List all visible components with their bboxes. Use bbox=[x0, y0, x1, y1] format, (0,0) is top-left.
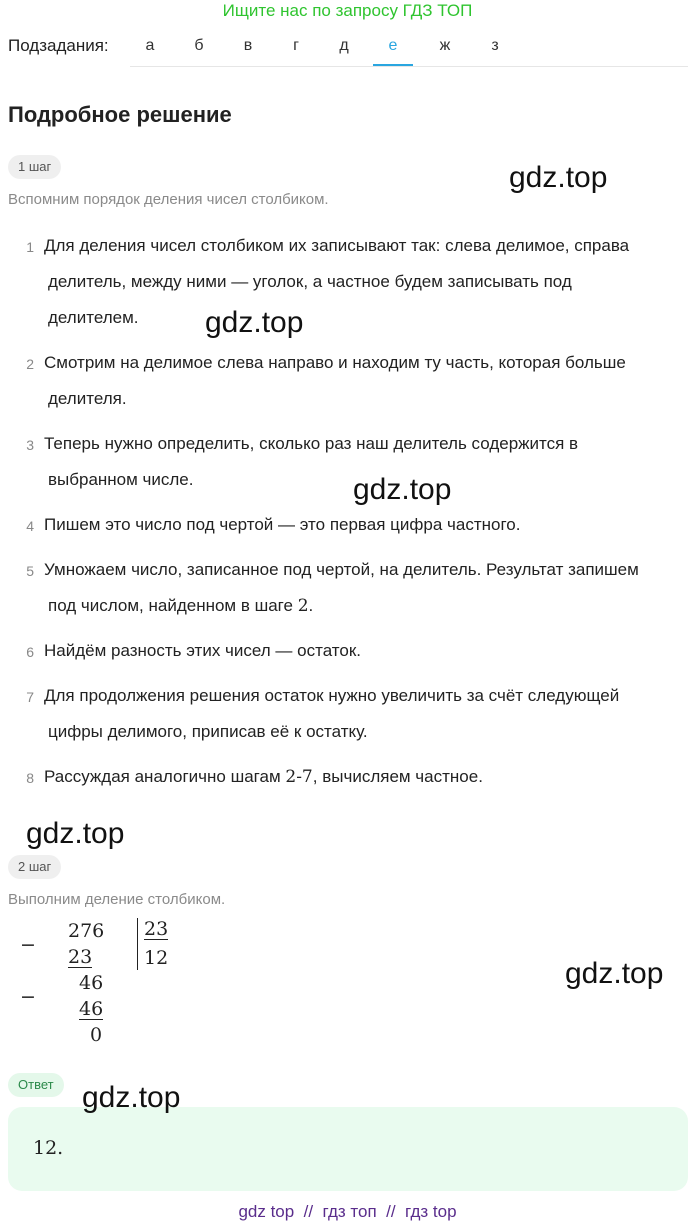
list-item bbox=[44, 678, 689, 750]
watermark: gdz.top bbox=[353, 473, 452, 506]
search-hint-banner: Ищите нас по запросу ГДЗ ТОП bbox=[222, 1, 473, 20]
subtasks-label: Подзадания: bbox=[8, 36, 109, 55]
step-2-badge: 2 шаг bbox=[8, 855, 61, 879]
tab-v[interactable]: в bbox=[243, 37, 253, 54]
list-item-line: выбранном числе. bbox=[48, 470, 194, 489]
list-item-line: делитель, между ними — уголок, а частное будем записывать под bbox=[48, 272, 572, 291]
solution-title: Подробное решение bbox=[8, 102, 232, 127]
list-item-number: 2 bbox=[26, 356, 34, 372]
list-item-line: цифры делимого, приписав её к остатку. bbox=[48, 722, 368, 741]
list-item-line: Для деления чисел столбиком их записывают так: слева делимое, справа bbox=[44, 236, 630, 255]
answer-value: 12. bbox=[33, 1137, 64, 1159]
list-item-line: Для продолжения решения остаток нужно увеличить за счёт следующей bbox=[44, 686, 620, 705]
list-item-line bbox=[44, 759, 689, 795]
divisor: 23 bbox=[144, 918, 169, 940]
step-1-badge: 1 шаг bbox=[8, 155, 61, 179]
list-item-line: делителя. bbox=[48, 389, 127, 408]
remainder-1: 46 bbox=[79, 972, 104, 994]
tab-z[interactable]: з bbox=[491, 37, 499, 54]
list-item bbox=[44, 228, 689, 336]
long-division bbox=[0, 915, 200, 1050]
subtrahend-2: 46 bbox=[79, 998, 104, 1020]
watermark: gdz.top bbox=[509, 161, 608, 194]
list-item-number: 6 bbox=[26, 644, 34, 660]
list-item-line: Пишем это число под чертой — это первая цифра частного. bbox=[44, 515, 521, 534]
tab-d[interactable]: д bbox=[339, 37, 349, 54]
list-item-number: 8 bbox=[26, 770, 34, 786]
list-item bbox=[44, 345, 689, 417]
list-item bbox=[44, 552, 689, 624]
list-item-line: Теперь нужно определить, сколько раз наш делитель содержится в bbox=[44, 434, 579, 453]
tab-g[interactable]: г bbox=[293, 37, 299, 54]
text-run: . bbox=[308, 596, 314, 615]
math-number: 2 bbox=[297, 596, 309, 616]
list-item-number: 4 bbox=[26, 518, 34, 534]
list-item-line: делителем. bbox=[48, 308, 139, 327]
watermark: gdz.top bbox=[205, 306, 304, 339]
text-run: под числом, найденном в шаге bbox=[48, 596, 298, 615]
subtrahend-1: 23 bbox=[68, 946, 93, 968]
list-item-number: 3 bbox=[26, 437, 34, 453]
list-item bbox=[44, 759, 689, 795]
division-bracket bbox=[137, 918, 138, 970]
quotient: 12 bbox=[144, 947, 169, 969]
footer-links: gdz top // гдз топ // гдз top bbox=[238, 1202, 457, 1221]
answer-box bbox=[8, 1107, 688, 1191]
text-run: , вычисляем частное. bbox=[312, 767, 483, 786]
list-item-number: 1 bbox=[26, 239, 34, 255]
math-range: 2-7 bbox=[285, 767, 313, 787]
minus-sign: − bbox=[20, 934, 36, 956]
list-item-number: 7 bbox=[26, 689, 34, 705]
text-run: Рассуждая аналогично шагам bbox=[44, 767, 286, 786]
list-item bbox=[44, 633, 689, 669]
step-1-intro: Вспомним порядок деления чисел столбиком. bbox=[8, 191, 329, 208]
list-item-line: Смотрим на делимое слева направо и находим ту часть, которая больше bbox=[44, 353, 626, 372]
tab-a[interactable]: а bbox=[145, 37, 155, 54]
dividend: 276 bbox=[68, 920, 105, 942]
remainder-2: 0 bbox=[90, 1024, 103, 1046]
answer-badge: Ответ bbox=[8, 1073, 64, 1097]
list-item-line: Найдём разность этих чисел — остаток. bbox=[44, 641, 361, 660]
minus-sign: − bbox=[20, 986, 36, 1008]
watermark: gdz.top bbox=[26, 817, 125, 850]
subtask-tabs bbox=[130, 30, 688, 67]
watermark: gdz.top bbox=[565, 957, 664, 990]
tab-e[interactable]: е bbox=[373, 30, 413, 66]
list-item bbox=[44, 507, 689, 543]
watermark: gdz.top bbox=[82, 1081, 181, 1114]
tab-b[interactable]: б bbox=[194, 37, 204, 54]
list-item-number: 5 bbox=[26, 563, 34, 579]
tab-zh[interactable]: ж bbox=[439, 37, 451, 54]
list-item-line: Умножаем число, записанное под чертой, на делитель. Результат запишем bbox=[44, 560, 639, 579]
step-2-intro: Выполним деление столбиком. bbox=[8, 891, 226, 908]
list-item-line bbox=[44, 588, 689, 624]
